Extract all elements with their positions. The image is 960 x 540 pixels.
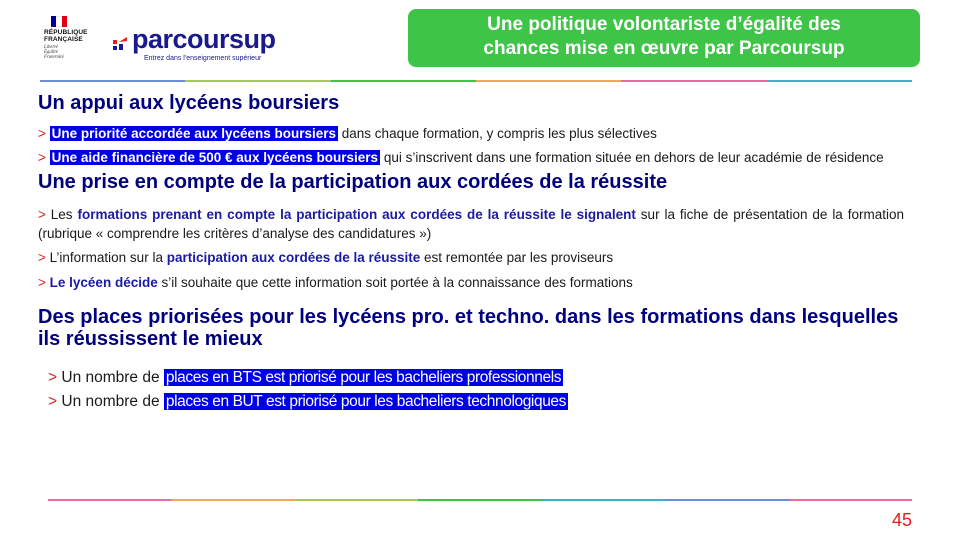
- parcoursup-arrow-icon: [112, 34, 130, 52]
- section2-bullet-3: > Le lycéen décide s’il souhaite que cette information soit portée à la connaissance des formations: [38, 275, 633, 290]
- bottom-divider: [48, 499, 912, 501]
- section2-bullet-2: > L’information sur la participation aux cordées de la réussite est remontée par les proviseurs: [38, 250, 614, 265]
- slide-title: [408, 9, 920, 67]
- section3-bullet-2: > Un nombre de places en BUT est priorisé pour les bacheliers technologiques: [48, 393, 566, 410]
- page-number: 45: [891, 510, 912, 530]
- parcoursup-logo: [112, 26, 292, 64]
- title-line-1: Une politique volontariste d’égalité des: [487, 14, 841, 35]
- section1-heading: Un appui aux lycéens boursiers: [38, 92, 340, 114]
- section3-bullet-1: > Un nombre de places en BTS est priorisé pour les bacheliers professionnels: [48, 369, 562, 386]
- section3-heading: Des places priorisées pour les lycéens pro. et techno. dans les formations dans lesquelles ils réussissent le mieux: [38, 306, 899, 350]
- top-divider: [40, 80, 912, 82]
- french-flag-icon: [51, 16, 67, 27]
- brand-name: parcoursup: [132, 24, 276, 54]
- republique-francaise-logo: [44, 16, 86, 64]
- section2-heading: Une prise en compte de la participation aux cordées de la réussite: [38, 171, 668, 193]
- section1-bullet-1: > Une priorité accordée aux lycéens boursiers dans chaque formation, y compris les plus sélectives: [38, 126, 657, 141]
- section2-bullet-1: > Les formations prenant en compte la participation aux cordées de la réussite le signalent sur la fiche de présentation de la formation (rubrique « comprendre les critères d’analyse des candidatures »): [38, 207, 904, 241]
- rf-motto: Liberté Égalité Fraternité: [44, 45, 64, 61]
- title-line-2: chances mise en œuvre par Parcoursup: [483, 38, 845, 59]
- section1-bullet-2: > Une aide financière de 500 € aux lycéens boursiers qui s’inscrivent dans une formation située en dehors de leur académie de résidence: [38, 150, 884, 165]
- slide-content: [38, 92, 904, 411]
- rf-text: RÉPUBLIQUE FRANÇAISE: [44, 29, 88, 43]
- brand-tagline: Entrez dans l'enseignement supérieur: [144, 55, 262, 62]
